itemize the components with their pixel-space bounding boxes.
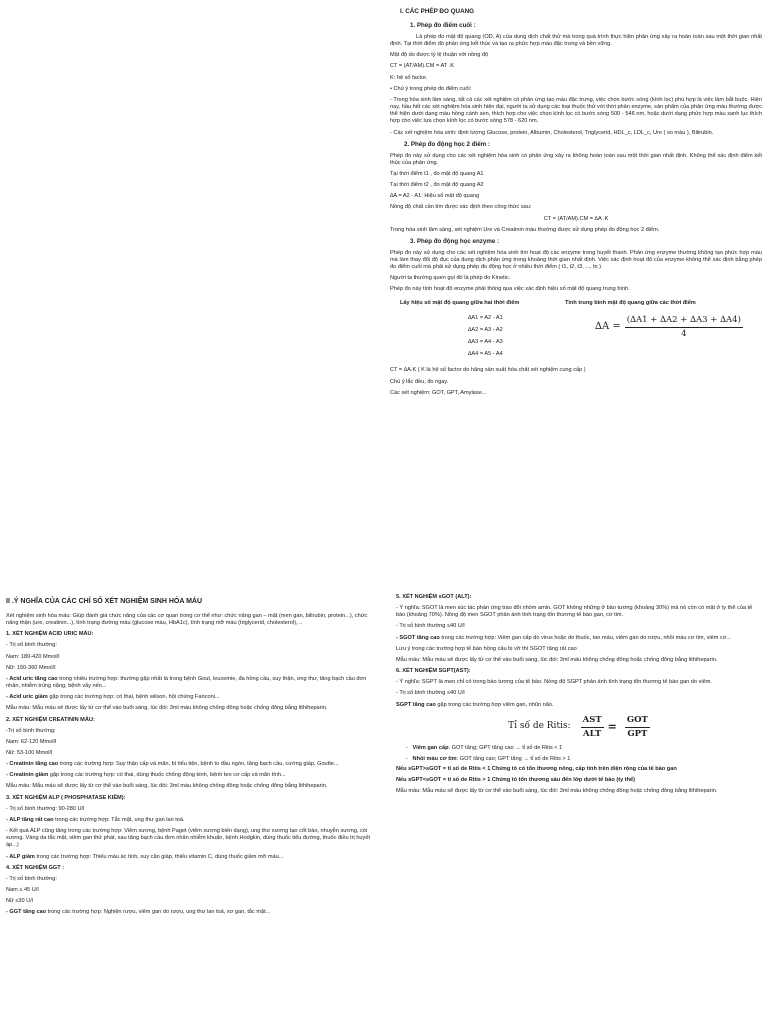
- text: gặp trong các trường hợp: có thai, bệnh wilson, hội chứng Fanconi...: [47, 694, 220, 701]
- left-page: [6, 594, 378, 1024]
- paragraph: Nếu sGPT>sGOT = tỉ số de Ritis < 1 Chứng tỏ có tổn thương nông, cấp tính trên diện rộng của tế bào gan: [396, 765, 677, 772]
- paragraph: Nồng độ chất cần tìm được xác định theo công thức sau:: [390, 204, 532, 211]
- paragraph: Mẫu máu: Mẫu máu sẽ được lấy từ cơ thể vào buổi sáng, lúc đói: 3ml máu không chống đông hoặc chống đông bằng lithiheparin.: [6, 783, 328, 790]
- text: trong các trường hợp: Thiếu máu ác tính, suy cận giáp, thiếu vitamin C, dùng thuốc giảm mỡ máu...: [34, 853, 284, 860]
- paragraph: - Kết quả ALP cũng tăng trong các trường hợp: Viêm xương, bệnh Paget (viêm xương biến dạng), ung thư xương tạo cốt bào, nhuyễn xương, còi xương. Vàng da tắc mật, viêm gan thứ phát, sau tăng bạch cầu đơn nhân nhiễm khuẩn, bệnh Hodgkin, dùng thuốc tiểu đường, thuốc điều trị huyết áp...): [6, 828, 371, 849]
- right-page: [396, 594, 762, 884]
- paragraph: - Trị số bình thường: 90-280 U/l: [6, 805, 85, 812]
- paragraph: [6, 854, 378, 861]
- ritis-fraction: [625, 715, 650, 740]
- paragraph: Tại thời điểm t1 , đo mật độ quang A1: [390, 170, 484, 177]
- paragraph: - Trị số bình thường ≤40 U/l: [396, 690, 465, 697]
- paragraph: K: hệ số factor.: [390, 74, 428, 81]
- paragraph: ∆A = A2 - A1: Hiệu số mật độ quang: [390, 193, 480, 200]
- subsection-title: 2. XÉT NGHIỆM CREATININ MÁU:: [6, 716, 95, 723]
- formula-row: ∆A4 = A5 - A4: [468, 351, 503, 358]
- formula-table-header: Tính trung bình mật độ quang giữa các thời điểm: [565, 299, 696, 306]
- subsection-title: 3. Phép đo động học enzyme :: [410, 237, 500, 245]
- ritis-fraction: [581, 715, 604, 740]
- subsection-title: 3. XÉT NGHIỆM ALP ( PHOSPHATASE KIỀM):: [6, 794, 126, 801]
- bold-label: - Acid uric tăng cao: [6, 675, 58, 682]
- text: trong các trường hợp: Viêm gan cấp do virus hoặc do thuốc, tan máu, viêm gan do rượu, nhồi máu cơ tim, viêm cơ...: [439, 634, 732, 641]
- text: gặp trong các trường hợp viêm gan, nhũn não.: [435, 701, 554, 708]
- formula-numerator: (∆A1 + ∆A2 + ∆A3 + ∆A4): [625, 315, 743, 328]
- paragraph: Chú ý lắc đều, đo ngay.: [390, 378, 449, 385]
- paragraph: Phép đo này sử dụng cho các xét nghiệm hóa sinh tìm hoạt độ các enzyme trong huyết thanh. Phản ứng enzyme thường không tạo phức hợp màu mà làm thay đổi độ đục của dung dịch phản ứng trong khoảng thời gian nhất định. Việc xác định hoạt độ của enzyme không thể xác định bằng phép đo điểm cuối mà phải sử dụng phép đo động học ở nhiều thời điểm ( t1, t2, t3, ..., tn ): [390, 249, 762, 271]
- paragraph: [6, 676, 378, 690]
- paragraph: Phép đo này sử dụng cho các xét nghiệm hóa sinh có phản ứng xảy ra không hoàn toàn sau một thời gian nhất định. Không thể xác định điểm kết thúc của phản ứng.: [390, 152, 762, 166]
- formula-table: [390, 300, 762, 364]
- text: trong các trường hợp: Nghiện rượu, viêm gan do rượu, ung thư lan toả, xơ gan, tắc mật...: [46, 909, 271, 916]
- subsection-title: 1. XÉT NGHIỆM ACID URIC MÁU:: [6, 631, 94, 638]
- paragraph: Tại thời điểm t2 , đo mật độ quang A2: [390, 182, 484, 189]
- top-page: [390, 0, 762, 500]
- paragraph: [6, 772, 378, 779]
- ritis-numerator: AST: [581, 715, 604, 728]
- paragraph: Phép đo này tính hoạt độ enzyme phải thông qua việc xác định hiệu số mật độ quang trung bình.: [390, 286, 630, 293]
- text: trong nhiều trường hợp: thường gặp nhất là trong bệnh Gout, leucemie, đa hồng cầu, suy thận, ưng thư, tăng bạch cầu đơn nhân, nhiễm trùng nặng, bệnh vẩy nến...: [6, 675, 367, 690]
- paragraph: Là phép đo mật độ quang (OD, A) của dung dịch chất thử mà trong quá trình thực hiện phản ứng xảy ra hoàn toàn sau một thời gian nhất định. Tại thời điểm đó phản ứng kết thúc và tạo ra phức hợp màu đặc trưng và bền vững.: [390, 33, 762, 48]
- ritis-denominator: ALT: [583, 728, 602, 739]
- bold-label: Viêm gan cấp: [412, 745, 449, 752]
- text: trong các trường hợp: Suy thận cấp và mãn, bí tiểu tiện, bệnh to đầu ngón, tăng bạch cầu, cường giáp, Goutte...: [58, 761, 339, 768]
- text: : GOT tăng; GPT tăng cao → tỉ số de Ritis < 1: [448, 745, 563, 752]
- paragraph: - Ý nghĩa: SGOT là men xúc tác phản ứng trao đổi nhóm amin. GOT không những ở bào tương (khoảng 30%) mà nó còn có mặt ở ty thể của tế bào (khoảng 70%). Nồng độ men SGOT phản ánh tình trạng tổn thương tế bào gan, cơ tim.: [396, 605, 753, 619]
- formula-row: ∆A2 = A3 - A2: [468, 326, 503, 333]
- paragraph: [6, 909, 378, 916]
- paragraph: Lưu ý trong các trường hợp tế bào hồng cầu bị vỡ thì SGOT tăng rất cao: [396, 645, 577, 652]
- paragraph: Nếu sGPT<sGOT = tỉ số de Ritis > 1 Chứng tỏ tổn thương sâu đến lớp dưới tế bào (ty thể): [396, 776, 635, 783]
- paragraph: Người ta thường quen gọi đó là phép đo Kinetic.: [390, 275, 511, 282]
- paragraph: - Trị số bình thường:: [6, 875, 57, 882]
- paragraph: Nam: 180-420 Mmol/l: [6, 653, 60, 660]
- paragraph: - Trị số bình thường:: [6, 642, 57, 649]
- subsection-title: 1. Phép đo điểm cuối :: [410, 22, 476, 30]
- paragraph: CT = ∆A.K ( K là hệ số factor do hãng sản xuất hóa chất xét nghiệm cung cấp ): [390, 367, 586, 374]
- bold-label: SGPT tăng cao: [396, 701, 436, 708]
- bold-label: - ALP giảm: [6, 853, 35, 860]
- section-title: II .Ý NGHĨA CỦA CÁC CHỈ SỐ XÉT NGHIỆM SINH HÓA MÁU: [6, 598, 203, 605]
- text: : GOT tăng cao; GPT tăng → tỉ số de Ritis > 1: [456, 755, 571, 762]
- formula-table-header: Lấy hiệu số mật độ quang giữa hai thời điểm: [400, 299, 520, 306]
- average-formula: [565, 315, 755, 340]
- paragraph: Mẫu máu: Mẫu máu sẽ được lấy từ cơ thể vào buổi sáng, lúc đói: 3ml máu không chống đông hoặc chống đông bằng lithiheparin.: [6, 705, 328, 712]
- ritis-formula: [396, 715, 762, 740]
- paragraph: [396, 702, 762, 709]
- bold-label: - SGOT tăng cao: [396, 634, 440, 641]
- formula-row: ∆A3 = A4 - A3: [468, 339, 503, 346]
- paragraph: -Trị số bình thường:: [6, 727, 56, 734]
- paragraph: Mẫu máu: Mẫu máu sẽ được lấy từ cơ thể vào buổi sáng, lúc đói: 3ml máu không chống đông hoặc chống đông bằng lithiheparin.: [396, 656, 718, 663]
- paragraph: Xét nghiệm sinh hóa máu: Giúp đánh giá chức năng của các cơ quan trong cơ thể như: chức năng gan – mật (men gan, bilirubin, protein...), chức năng thận (ure, creatinin...), tình trạng đường máu (glucose máu, HbA1c), tình trạng mỡ máu (triglycerid, cholesterol), ..: [6, 612, 368, 627]
- formula-denominator: 4: [681, 328, 687, 339]
- formula-row: ∆A1 = A2 - A1: [468, 314, 503, 321]
- bold-label: - Creatinin giảm: [6, 772, 49, 779]
- paragraph: Nữ: 53-100 Mmol/l: [6, 749, 53, 756]
- paragraph: - Các xét nghiệm hóa sinh: định lượng Glucose, protein, Albumin, Cholesterol, Triglycerid, HDL_c, LDL_c, Ure ( so màu ), Bilirubin.: [390, 129, 714, 136]
- formula-table-right: [565, 300, 755, 364]
- paragraph: Các xét nghiệm: GOT, GPT, Amylase...: [390, 389, 487, 396]
- text: gặp trong các trường hợp: có thai, dùng thuốc chống động kinh, bệnh teo cơ cấp và mãn tính...: [48, 772, 286, 779]
- ritis-label: Tỉ số de Ritis:: [508, 721, 571, 732]
- paragraph: [6, 817, 378, 824]
- formula-table-left: [390, 300, 565, 364]
- paragraph: Mẫu máu: Mẫu máu sẽ được lấy từ cơ thể vào buổi sáng, lúc đói: 3ml máu không chống đông hoặc chống đông bằng lithiheparin.: [396, 788, 718, 795]
- bold-label: - Acid uric giảm: [6, 694, 48, 701]
- list-item: - Viêm gan cấp: GOT tăng; GPT tăng cao → tỉ số de Ritis < 1: [406, 745, 563, 752]
- paragraph: [6, 761, 378, 768]
- subsection-title: 4. XÉT NGHIỆM GGT :: [6, 864, 65, 871]
- bold-label: Nhồi máu cơ tim: [412, 755, 457, 762]
- formula-line: CT = (AT/AM).CM = AT .K: [390, 63, 454, 70]
- subsection-title: 5. XÉT NGHIỆM sGOT (ALT):: [396, 594, 472, 600]
- paragraph: Nam: 62-120 Mmol/l: [6, 738, 57, 745]
- paragraph: Nữ: 150-360 Mmol/l: [6, 664, 56, 671]
- paragraph: [6, 694, 378, 701]
- equals-sign: =: [607, 720, 617, 734]
- paragraph: - Trong hóa sinh lâm sàng, tất cả các xét nghiệm có phản ứng tạo màu đặc trưng, việc chọn bước sóng (kính lọc) phù hợp là việc làm bắt buộc. Hiện nay, hầu hết các xét nghiệm hóa sinh hiện đại, người ta sử dụng các loại thuốc thử với thời phản enzyme, sản phẩm của phản ứng màu thường được thể hiện dưới dạng màu hồng cánh sen, thích hợp cho việc chọn kính lọc có bước sóng 500 - 546 nm, hoặc dưới dạng phức hợp màu xanh lục thích hợp cho việc lựa chọn kính lọc có bước sóng 578 - 620 nm.: [390, 96, 762, 125]
- ritis-denominator: GPT: [627, 728, 648, 739]
- list-item: - Nhồi máu cơ tim: GOT tăng cao; GPT tăng → tỉ số de Ritis > 1: [406, 755, 571, 762]
- bold-label: - GGT tăng cao: [6, 909, 47, 916]
- paragraph: Nam ≤ 45 U/l: [6, 887, 39, 894]
- paragraph: - Trị số bình thường ≤40 U/l: [396, 623, 465, 630]
- formula-line: CT = (AT/AM).CM = ∆A .K: [543, 215, 609, 222]
- subsection-title: 2. Phép đo động học 2 điểm :: [404, 140, 490, 148]
- formula-lhs: ∆A =: [595, 320, 621, 332]
- subsection-title: 6. XÉT NGHIỆM SGPT(AST):: [396, 668, 471, 675]
- ritis-numerator: GOT: [625, 715, 650, 728]
- paragraph: Trong hóa sinh lâm sàng, xét nghiệm Ure và Creatinin máu thường được sử dụng phép đo động học 2 điểm.: [390, 226, 660, 233]
- paragraph: • Chú ý trong phép đo điểm cuối:: [390, 85, 472, 92]
- text: trong các trường hợp: Tắc mật, ung thư gan lan toả.: [53, 816, 185, 823]
- paragraph: - Ý nghĩa: SGPT là men chỉ có trong bào tương của tế bào. Nồng độ SGPT phản ánh tình trạng tổn thương tế bào gan do viêm.: [396, 679, 712, 686]
- bold-label: - Creatinin tăng cao: [6, 761, 59, 768]
- paragraph: [396, 635, 762, 642]
- section-title: I. CÁC PHÉP ĐO QUANG: [400, 8, 475, 15]
- bold-label: - ALP tăng rất cao: [6, 816, 54, 823]
- paragraph: Mật độ do được tỷ lệ thuận với nồng độ: [390, 52, 489, 59]
- paragraph: Nữ ≤30 U/l: [6, 898, 34, 905]
- formula-fraction: [625, 315, 743, 340]
